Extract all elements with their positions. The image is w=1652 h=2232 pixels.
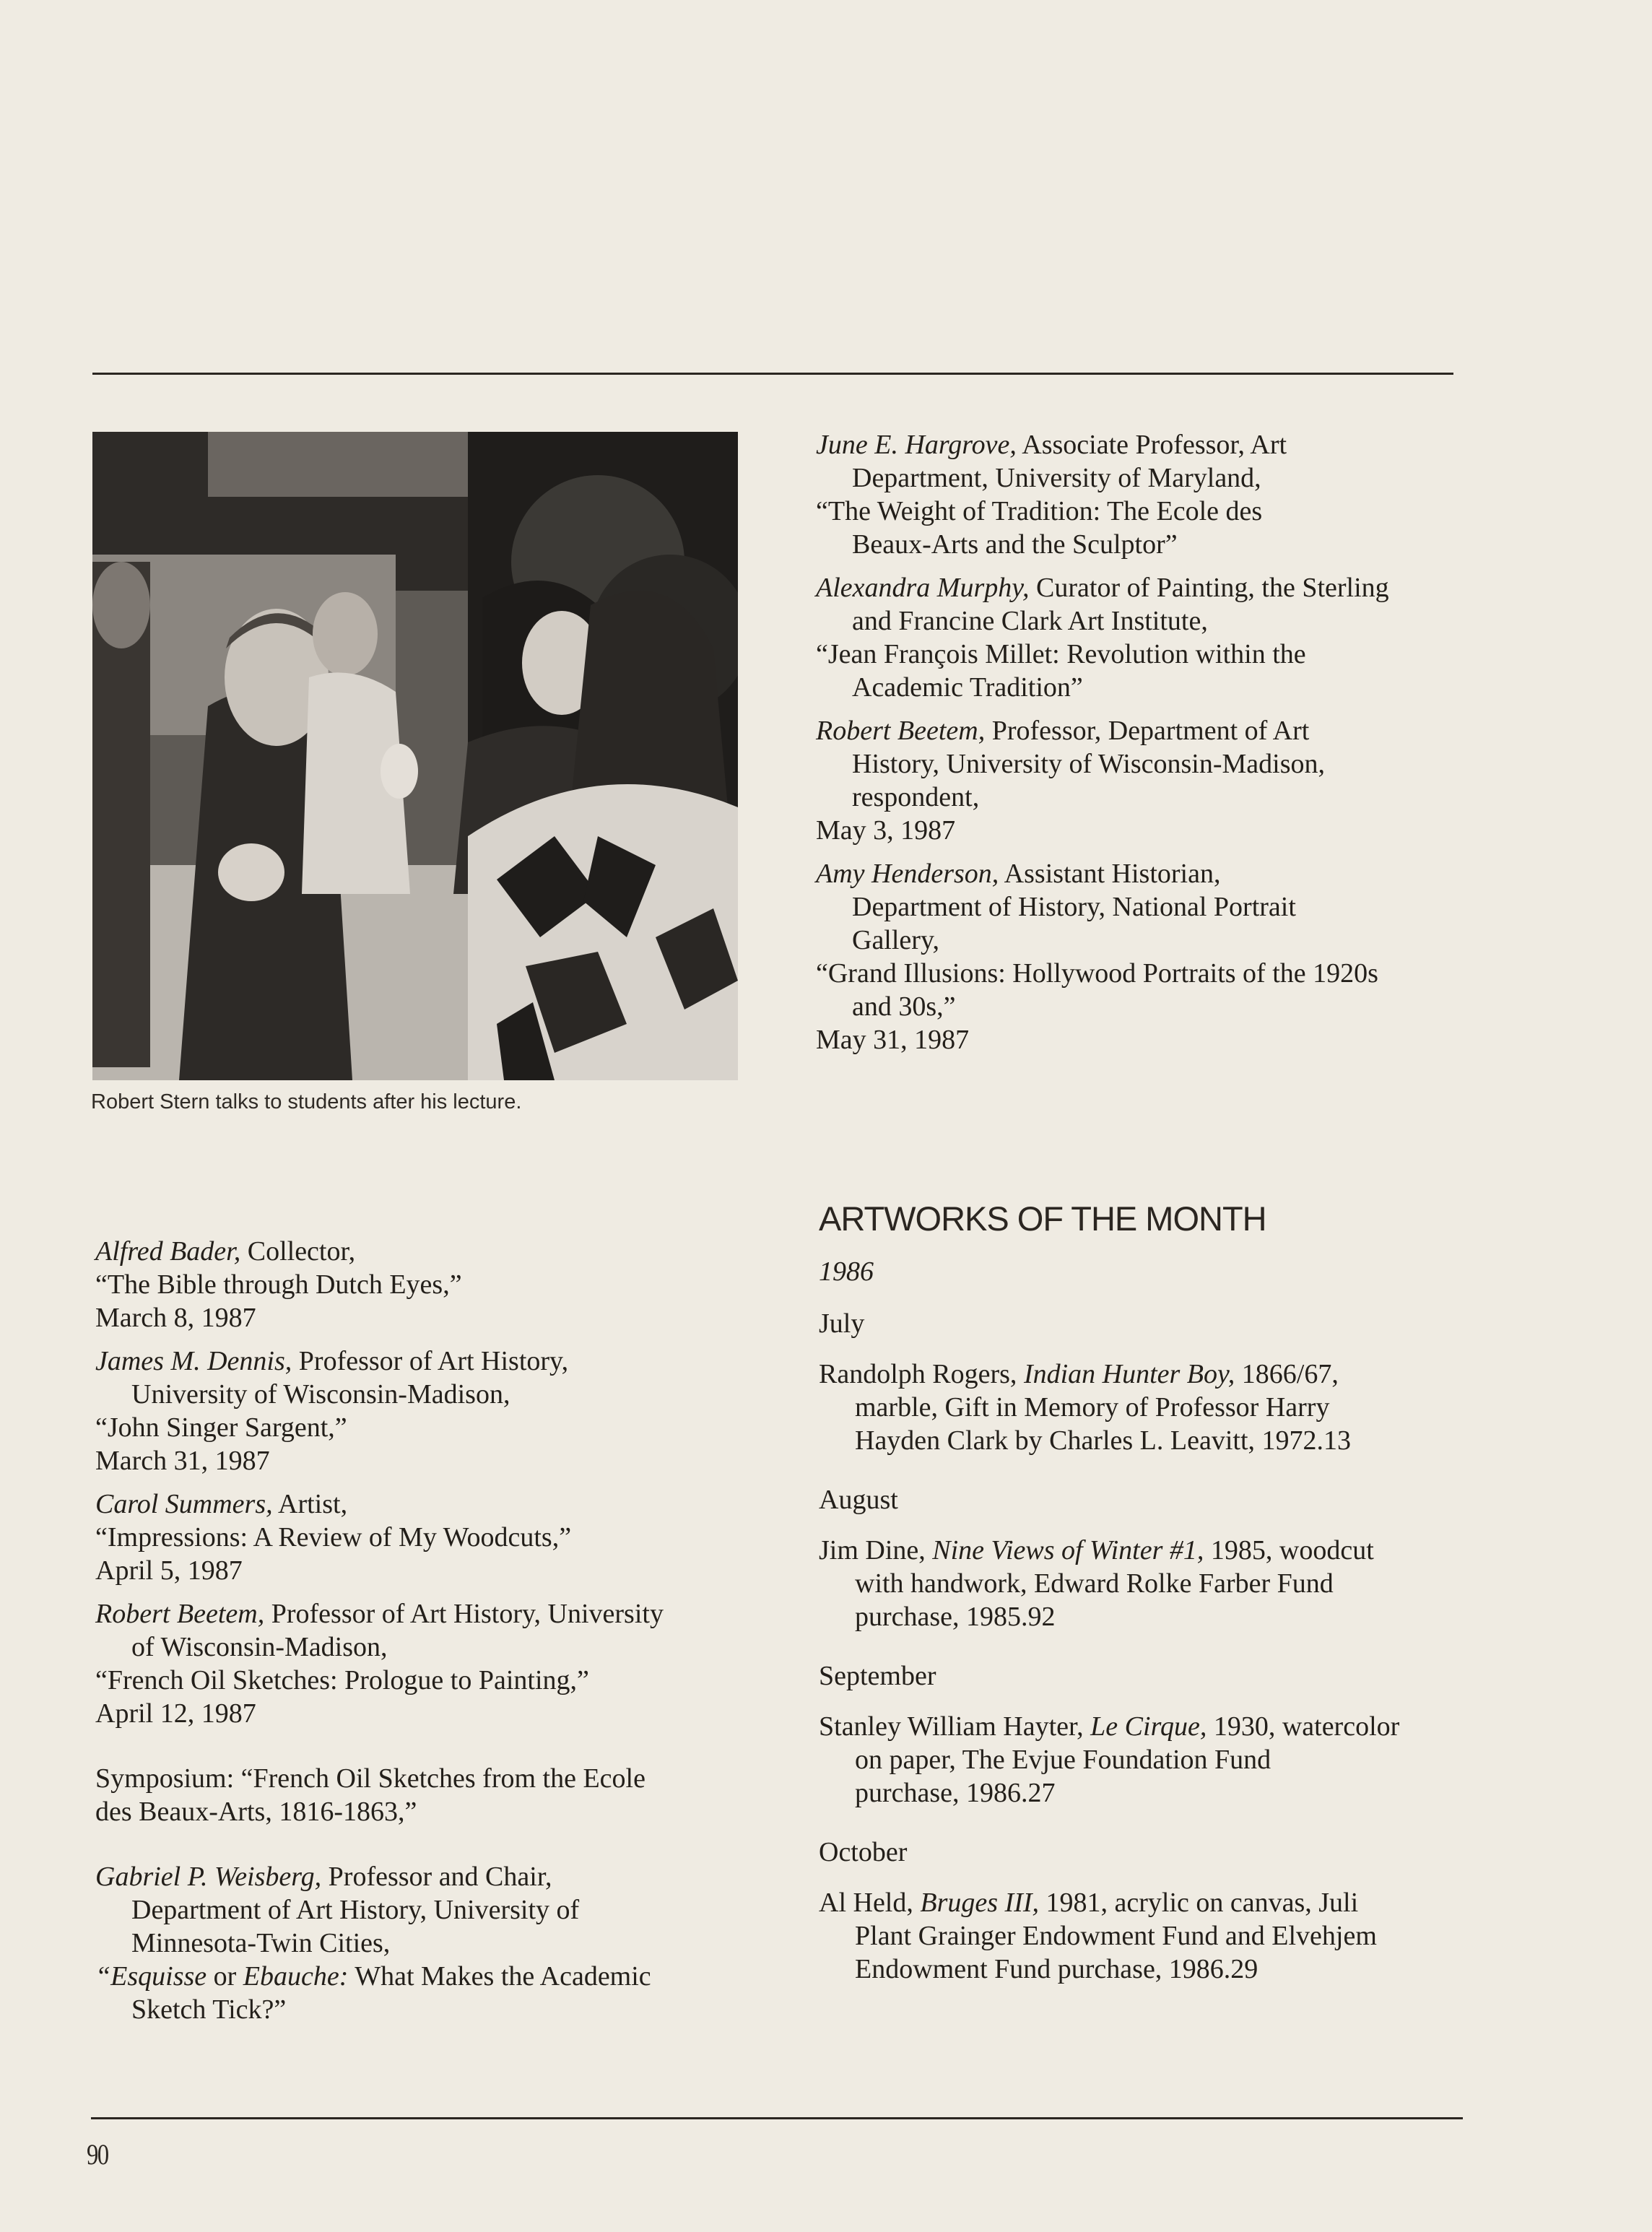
entry-line bbox=[95, 1444, 760, 1477]
photo-caption: Robert Stern talks to students after his lecture. bbox=[91, 1090, 522, 1113]
month-list bbox=[819, 1307, 1483, 1986]
italic-text: Alfred Bader, bbox=[95, 1236, 241, 1267]
entry-line bbox=[816, 747, 1480, 781]
entry-line bbox=[816, 671, 1480, 704]
text-segment: “Grand Illusions: Hollywood Portraits of the 1920s bbox=[816, 958, 1378, 989]
month-heading: August bbox=[819, 1485, 898, 1515]
entry-line bbox=[816, 638, 1480, 671]
text-segment: May 31, 1987 bbox=[816, 1025, 970, 1055]
spacer bbox=[95, 1740, 760, 1762]
entry-line bbox=[95, 1664, 760, 1697]
text-segment: Minnesota-Twin Cities, bbox=[131, 1928, 391, 1958]
entry-line bbox=[95, 1860, 760, 1893]
lecture-entry bbox=[95, 1235, 760, 1334]
text-segment: purchase, 1985.92 bbox=[855, 1602, 1056, 1632]
month-heading: October bbox=[819, 1837, 908, 1867]
text-segment: April 5, 1987 bbox=[95, 1555, 243, 1586]
entry-line bbox=[95, 1268, 760, 1301]
italic-text: Gabriel P. Weisberg, bbox=[95, 1862, 322, 1892]
text-segment: Department, University of Maryland, bbox=[852, 463, 1261, 493]
year-heading: 1986 bbox=[819, 1256, 874, 1287]
text-segment: 1985, woodcut bbox=[1204, 1535, 1374, 1566]
text-segment: Associate Professor, Art bbox=[1016, 430, 1287, 460]
text-segment: Symposium: “French Oil Sketches from the Ecole bbox=[95, 1763, 645, 1794]
artworks-of-the-month bbox=[819, 1199, 1483, 2012]
month-heading: July bbox=[819, 1308, 865, 1339]
entry-line bbox=[816, 924, 1480, 957]
entry-line bbox=[816, 814, 1480, 847]
text-segment: May 3, 1987 bbox=[816, 815, 956, 846]
event-photograph bbox=[92, 432, 738, 1080]
text-segment: “John Singer Sargent,” bbox=[95, 1412, 347, 1443]
text-segment: What Makes the Academic bbox=[348, 1961, 651, 1992]
italic-text: June E. Hargrove, bbox=[816, 430, 1017, 460]
section-title: ARTWORKS OF THE MONTH bbox=[819, 1199, 1266, 1238]
entry-line bbox=[816, 604, 1480, 638]
text-segment: Curator of Painting, the Sterling bbox=[1029, 573, 1389, 603]
italic-text: James M. Dennis, bbox=[95, 1346, 292, 1376]
lecture-entry bbox=[816, 714, 1480, 847]
text-segment: “The Bible through Dutch Eyes,” bbox=[95, 1269, 462, 1300]
italic-text: Amy Henderson, bbox=[816, 859, 999, 889]
entry-line bbox=[819, 1886, 1483, 1919]
artwork-entry bbox=[819, 1358, 1483, 1457]
text-segment: Department of History, National Portrait bbox=[852, 892, 1296, 922]
lecture-entry bbox=[95, 1860, 760, 2026]
entry-line bbox=[816, 571, 1480, 604]
entry-line bbox=[95, 1927, 760, 1960]
text-segment: purchase, 1986.27 bbox=[855, 1778, 1056, 1808]
entry-line bbox=[95, 1235, 760, 1268]
text-segment: Collector, bbox=[240, 1236, 356, 1267]
entry-line bbox=[816, 890, 1480, 924]
entry-line bbox=[819, 1358, 1483, 1391]
entry-line bbox=[95, 1697, 760, 1730]
text-segment: Assistant Historian, bbox=[999, 859, 1221, 889]
entry-line bbox=[819, 1919, 1483, 1953]
text-segment: “The Weight of Tradition: The Ecole des bbox=[816, 496, 1263, 526]
italic-text: Robert Beetem, bbox=[95, 1599, 265, 1629]
text-segment: respondent, bbox=[852, 782, 980, 812]
artwork-entry bbox=[819, 1534, 1483, 1633]
lecture-list-continued bbox=[816, 428, 1480, 1067]
text-segment: Al Held, bbox=[819, 1888, 921, 1918]
text-segment: marble, Gift in Memory of Professor Harry bbox=[855, 1392, 1330, 1423]
text-segment: of Wisconsin-Madison, bbox=[131, 1632, 388, 1662]
text-segment: on paper, The Evjue Foundation Fund bbox=[855, 1745, 1271, 1775]
entry-line bbox=[95, 1993, 760, 2026]
entry-line bbox=[819, 1567, 1483, 1600]
lecture-entry bbox=[95, 1597, 760, 1730]
text-segment: Gallery, bbox=[852, 925, 939, 955]
lecture-entry bbox=[816, 857, 1480, 1056]
artwork-entry bbox=[819, 1710, 1483, 1810]
top-rule bbox=[92, 373, 1453, 375]
text-segment: “French Oil Sketches: Prologue to Painting,” bbox=[95, 1665, 589, 1695]
italic-text: Robert Beetem, bbox=[816, 716, 986, 746]
text-segment: and 30s,” bbox=[852, 991, 956, 1022]
entry-line bbox=[819, 1776, 1483, 1810]
text-segment: Plant Grainger Endowment Fund and Elvehjem bbox=[855, 1921, 1377, 1951]
text-segment: Professor of Art History, University bbox=[264, 1599, 664, 1629]
entry-line bbox=[95, 1630, 760, 1664]
italic-text: Ebauche: bbox=[243, 1961, 349, 1992]
text-segment: History, University of Wisconsin-Madison, bbox=[852, 749, 1325, 779]
text-segment: Beaux-Arts and the Sculptor” bbox=[852, 529, 1178, 560]
entry-line bbox=[819, 1424, 1483, 1457]
text-segment: with handwork, Edward Rolke Farber Fund bbox=[855, 1568, 1334, 1599]
text-segment: Randolph Rogers, bbox=[819, 1359, 1024, 1389]
text-segment: Artist, bbox=[272, 1489, 348, 1519]
italic-text: Esquisse bbox=[110, 1961, 207, 1992]
lecture-entry bbox=[816, 571, 1480, 704]
text-segment: and Francine Clark Art Institute, bbox=[852, 606, 1208, 636]
entry-line bbox=[95, 1301, 760, 1334]
entry-line bbox=[816, 781, 1480, 814]
text-segment: des Beaux-Arts, 1816-1863,” bbox=[95, 1797, 417, 1827]
italic-text: Bruges III, bbox=[920, 1888, 1039, 1918]
artwork-entry bbox=[819, 1886, 1483, 1986]
text-segment: Academic Tradition” bbox=[852, 672, 1083, 703]
entry-line bbox=[816, 714, 1480, 747]
italic-text: Nine Views of Winter #1, bbox=[932, 1535, 1204, 1566]
entry-line bbox=[816, 857, 1480, 890]
italic-text: Indian Hunter Boy, bbox=[1023, 1359, 1235, 1389]
text-segment: Department of Art History, University of bbox=[131, 1895, 580, 1925]
text-segment: 1930, watercolor bbox=[1207, 1711, 1400, 1742]
text-segment: Jim Dine, bbox=[819, 1535, 933, 1566]
entry-line bbox=[95, 1378, 760, 1411]
lecture-entry bbox=[95, 1345, 760, 1477]
page-number: 90 bbox=[87, 2138, 108, 2171]
lecture-entry bbox=[95, 1762, 760, 1828]
entry-line bbox=[95, 1554, 760, 1587]
entry-line bbox=[819, 1534, 1483, 1567]
italic-text: “ bbox=[95, 1961, 111, 1992]
text-segment: 1866/67, bbox=[1235, 1359, 1339, 1389]
spacer bbox=[95, 1838, 760, 1860]
text-segment: Hayden Clark by Charles L. Leavitt, 1972.13 bbox=[855, 1425, 1352, 1456]
italic-text: Le Cirque, bbox=[1090, 1711, 1207, 1742]
text-segment: 1981, acrylic on canvas, Juli bbox=[1039, 1888, 1359, 1918]
text-segment: Professor, Department of Art bbox=[985, 716, 1310, 746]
entry-line bbox=[95, 1960, 760, 1993]
text-segment: March 8, 1987 bbox=[95, 1303, 256, 1333]
lecture-list bbox=[95, 1235, 760, 2036]
entry-line bbox=[95, 1893, 760, 1927]
bottom-rule bbox=[91, 2117, 1463, 2119]
entry-line bbox=[95, 1795, 760, 1828]
entry-line bbox=[816, 428, 1480, 461]
entry-line bbox=[95, 1762, 760, 1795]
text-segment: Professor of Art History, bbox=[292, 1346, 569, 1376]
text-segment: or bbox=[206, 1961, 243, 1992]
text-segment: “Impressions: A Review of My Woodcuts,” bbox=[95, 1522, 572, 1553]
text-segment: Endowment Fund purchase, 1986.29 bbox=[855, 1954, 1258, 1984]
text-segment: Professor and Chair, bbox=[321, 1862, 552, 1892]
entry-line bbox=[816, 528, 1480, 561]
entry-line bbox=[816, 461, 1480, 495]
italic-text: Carol Summers, bbox=[95, 1489, 273, 1519]
entry-line bbox=[819, 1953, 1483, 1986]
text-segment: University of Wisconsin-Madison, bbox=[131, 1379, 510, 1410]
entry-line bbox=[816, 990, 1480, 1023]
text-segment: March 31, 1987 bbox=[95, 1446, 270, 1476]
entry-line bbox=[95, 1521, 760, 1554]
entry-line bbox=[816, 957, 1480, 990]
text-segment: April 12, 1987 bbox=[95, 1698, 256, 1729]
lecture-entry bbox=[95, 1488, 760, 1587]
italic-text: Alexandra Murphy, bbox=[816, 573, 1030, 603]
month-heading: September bbox=[819, 1661, 936, 1691]
text-segment: Sketch Tick?” bbox=[131, 1994, 287, 2025]
entry-line bbox=[819, 1710, 1483, 1743]
entry-line bbox=[95, 1488, 760, 1521]
entry-line bbox=[816, 1023, 1480, 1056]
lecture-entry bbox=[816, 428, 1480, 561]
entry-line bbox=[819, 1600, 1483, 1633]
entry-line bbox=[819, 1391, 1483, 1424]
text-segment: “Jean François Millet: Revolution within the bbox=[816, 639, 1306, 669]
entry-line bbox=[95, 1411, 760, 1444]
entry-line bbox=[819, 1743, 1483, 1776]
entry-line bbox=[95, 1597, 760, 1630]
text-segment: Stanley William Hayter, bbox=[819, 1711, 1091, 1742]
entry-line bbox=[95, 1345, 760, 1378]
entry-line bbox=[816, 495, 1480, 528]
